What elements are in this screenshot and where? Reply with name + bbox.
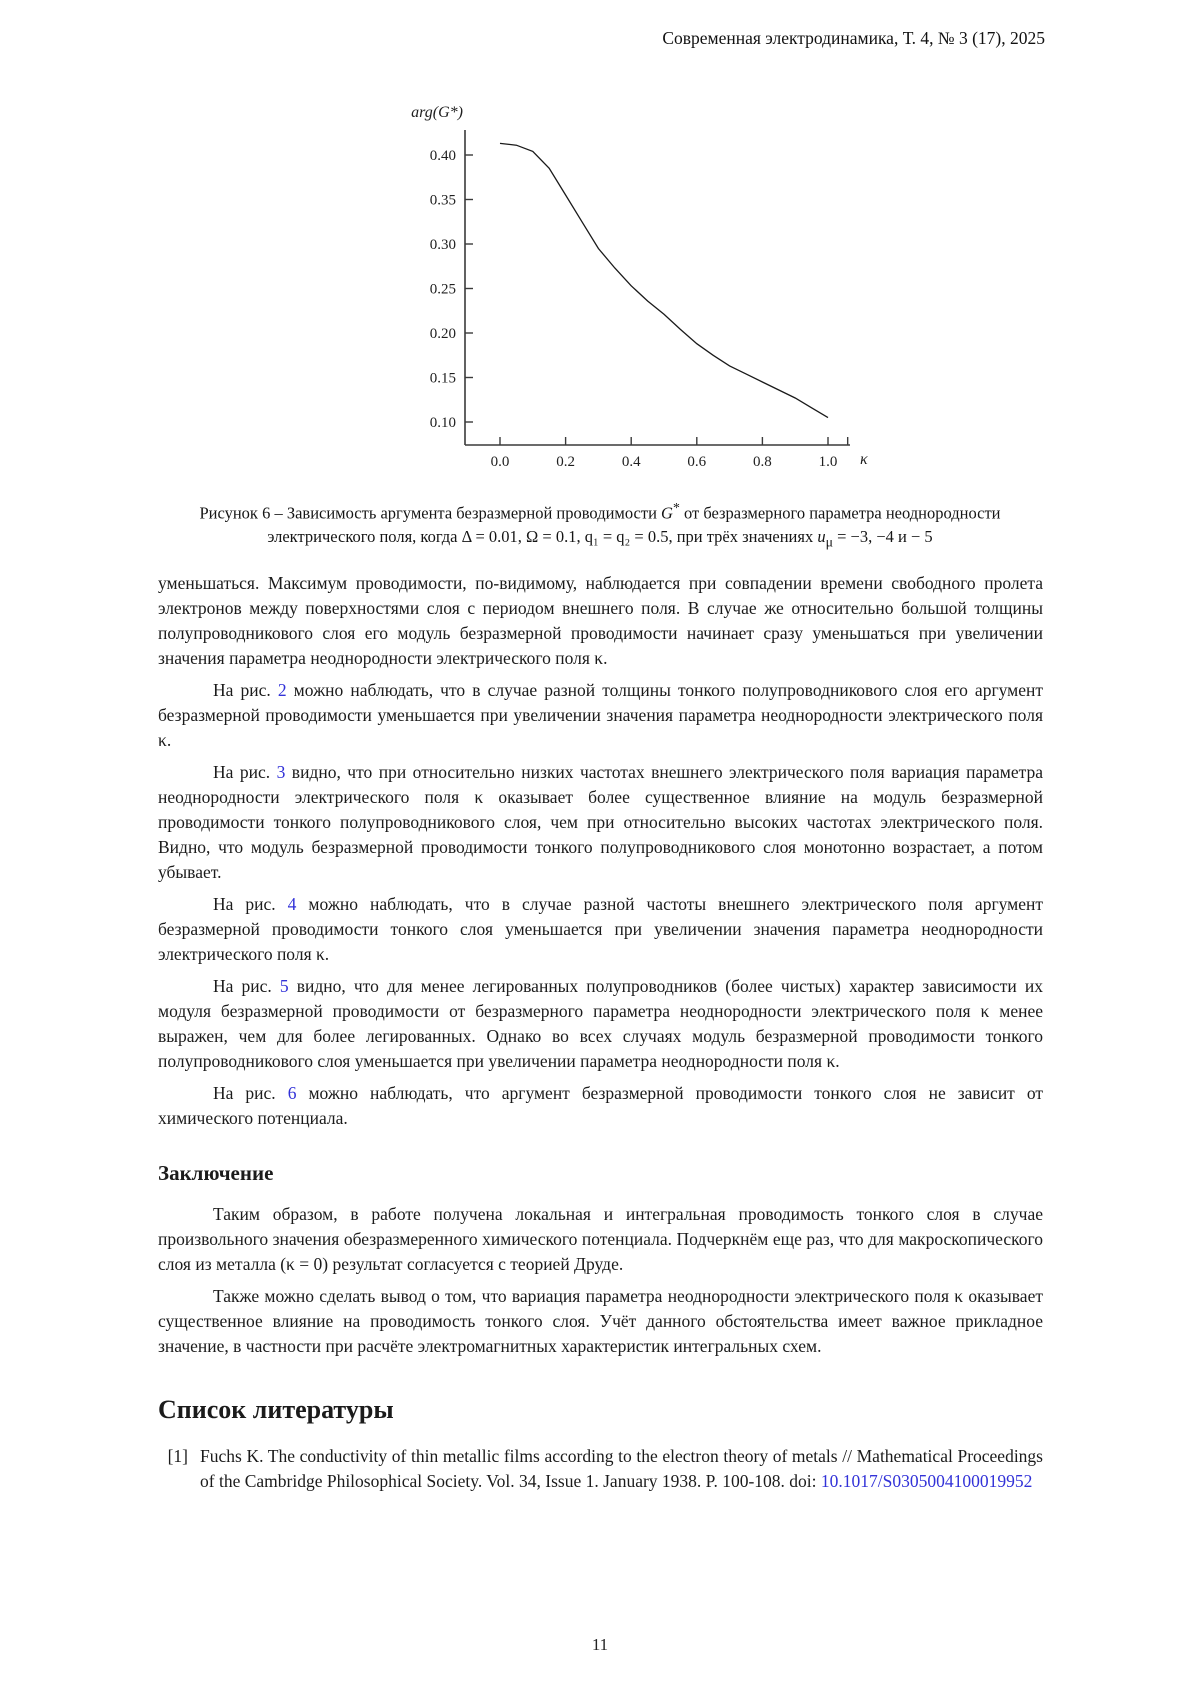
svg-text:0.20: 0.20 — [429, 326, 456, 342]
reference-label: [1] — [167, 1445, 188, 1466]
svg-text:0.8: 0.8 — [753, 454, 772, 470]
svg-text:0.40: 0.40 — [429, 148, 456, 164]
svg-text:0.35: 0.35 — [429, 192, 456, 209]
svg-text:0.30: 0.30 — [429, 237, 456, 253]
svg-text:1.0: 1.0 — [818, 454, 838, 470]
journal-header: Современная электродинамика, Т. 4, № 3 (17), 2025 — [662, 28, 1045, 48]
body-text — [158, 571, 1043, 1495]
svg-text:0.2: 0.2 — [556, 454, 575, 470]
page-number: 11 — [591, 1635, 609, 1654]
paragraph: На рис. 3 видно, что при относительно низких частотах внешнего электрического поля вариация параметра неоднородности электрического поля κ оказывает более существенное влияние на модуль безразмерной проводимости тонкого полупроводникового слоя, чем при относительно высоких частотах электрического поля. Видно, что модуль безразмерной проводимости тонкого полупроводникового слоя монотонно возрастает, а потом убывает. — [158, 761, 1043, 882]
svg-text:0.6: 0.6 — [687, 454, 707, 470]
svg-text:κ: κ — [860, 451, 868, 468]
caption-math-u: u — [817, 526, 826, 546]
paragraph: На рис. 2 можно наблюдать, что в случае разной толщины тонкого полупроводникового слоя его аргумент безразмерной проводимости уменьшается при увеличении значения параметра неоднородности электрического поля κ. — [158, 679, 1043, 750]
svg-text:arg(G*): arg(G*) — [411, 104, 463, 121]
doi-link[interactable]: 10.1017/S0305004100019952 — [820, 1471, 1033, 1492]
svg-text:0.4: 0.4 — [621, 454, 641, 470]
conclusion-heading: Заключение — [158, 1160, 274, 1185]
svg-text:0.25: 0.25 — [429, 281, 456, 298]
svg-text:0.15: 0.15 — [429, 370, 456, 387]
reference-text: Fuchs K. The conductivity of thin metallic films according to the electron theory of metals // Mathematical Proceedings of the Cambridge Philosophical Society. Vol. 34, Issue 1. January 1938. P. 100-108. doi: 10.1017/S0305004100019952 — [200, 1445, 1043, 1492]
paragraph: На рис. 4 можно наблюдать, что в случае разной частоты внешнего электрического поля аргумент безразмерной проводимости тонкого слоя уменьшается при увеличении значения параметра неоднородности электрического поля κ. — [158, 893, 1043, 964]
paragraph: На рис. 5 видно, что для менее легированных полупроводников (более чистых) характер зависимости их модуля безразмерной проводимости от безразмерного параметра неоднородности электрического поля κ менее выражен, чем для более легированных. Однако во всех случаях модуль безразмерной проводимости тонкого полупроводникового слоя уменьшается при увеличении параметра неоднородности поля κ. — [158, 975, 1043, 1071]
paragraph: На рис. 6 можно наблюдать, что аргумент безразмерной проводимости тонкого слоя не зависит от химического потенциала. — [158, 1082, 1044, 1128]
reference-item — [158, 1444, 1043, 1495]
figure-ref-link-2[interactable]: 2 — [277, 679, 287, 700]
figure-ref-link-3[interactable]: 3 — [276, 761, 286, 782]
paragraph: Также можно сделать вывод о том, что вариация параметра неоднородности электрического поля κ оказывает существенное влияние на проводимость тонкого слоя. Учёт данного обстоятельства имеет важное прикладное значение, в частности при расчёте электромагнитных характеристик интегральных схем. — [158, 1285, 1043, 1356]
figure-chart — [385, 93, 885, 480]
references-heading: Список литературы — [158, 1394, 394, 1424]
paragraph: Таким образом, в работе получена локальная и интегральная проводимость тонкого слоя в случае произвольного значения обезразмеренного химического потенциала. Подчеркнём еще раз, что для макроскопического слоя из металла (κ = 0) результат согласуется с теорией Друде. — [158, 1203, 1043, 1274]
figure-caption — [150, 496, 1050, 553]
caption-math-g-sup: * — [672, 500, 680, 515]
paragraph: уменьшаться. Максимум проводимости, по-видимому, наблюдается при совпадении времени свободного пролета электронов между поверхностями слоя с периодом внешнего поля. В случае же относительно большой толщины полупроводникового слоя его модуль безразмерной проводимости начинает сразу уменьшаться при увеличении значения параметра неоднородности электрического поля κ. — [158, 572, 1043, 668]
figure-caption-line1: Рисунок 6 – Зависимость аргумента безразмерной проводимости G* от безразмерного параметра неоднородности — [199, 500, 1001, 523]
svg-text:0.0: 0.0 — [490, 454, 510, 470]
figure-caption-line2: электрического поля, когда Δ = 0.01, Ω = 0.1, q₁ = q₂ = 0.5, при трёх значениях $u_\mu = -3$, −4 и − 5 — [267, 526, 933, 549]
caption-math-g: G — [661, 503, 673, 523]
svg-text:0.10: 0.10 — [429, 415, 456, 431]
caption-math-u-sub: μ — [825, 533, 833, 549]
figure-ref-link-4[interactable]: 4 — [287, 893, 297, 914]
figure-chart-svg — [385, 93, 885, 475]
figure-ref-link-6[interactable]: 6 — [287, 1082, 297, 1103]
figure-ref-link-5[interactable]: 5 — [279, 975, 289, 996]
